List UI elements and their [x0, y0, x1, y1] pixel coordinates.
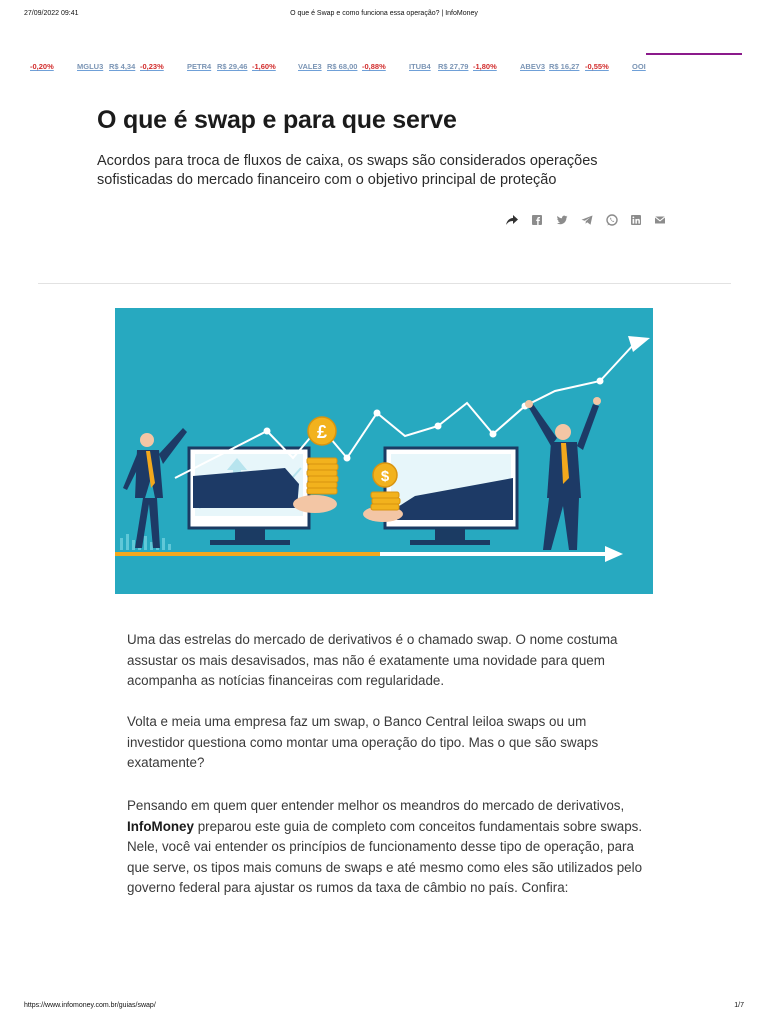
ticker-price[interactable]: R$ 29,46 [217, 62, 248, 71]
paragraph-text: Pensando em quem quer entender melhor os meandros do mercado de derivativos, [127, 798, 625, 813]
ticker-symbol[interactable]: ABEV3 [520, 62, 546, 71]
ticker-price[interactable]: R$ 68,00 [327, 62, 358, 71]
paragraph-text: preparou este guia de completo com conceitos fundamentais sobre swaps. Nele, você vai entender os princípios de funcionamento desse tipo de operação, para que serve, os tipos mais comuns de swaps e até mesmo como eles são utilizados pelo governo federal para ajustar os rumos da taxa de câmbio no país. Confira: [127, 818, 643, 895]
article-title: O que é swap e para que serve [97, 106, 457, 134]
ticker-change[interactable]: -0,55% [585, 62, 609, 71]
stock-ticker [0, 62, 768, 76]
ticker-change[interactable]: -1,60% [252, 62, 276, 71]
linkedin-icon[interactable] [629, 213, 643, 227]
print-header [0, 10, 768, 24]
article-paragraph [127, 796, 647, 899]
ticker-change[interactable]: -0,20% [30, 62, 54, 71]
ticker-accent-line [646, 53, 742, 55]
dollar-coin-symbol: $ [380, 468, 390, 485]
header-divider [38, 283, 731, 284]
telegram-icon[interactable] [580, 213, 594, 227]
print-url: https://www.infomoney.com.br/guias/swap/ [24, 1002, 156, 1009]
ticker-symbol[interactable]: PETR4 [187, 62, 212, 71]
facebook-icon[interactable] [530, 213, 544, 227]
pound-coin-symbol: £ [316, 422, 328, 442]
ticker-change[interactable]: -1,80% [473, 62, 497, 71]
ticker-price[interactable]: R$ 27,79 [438, 62, 469, 71]
ticker-symbol[interactable]: ITUB4 [409, 62, 431, 71]
print-page-number: 1/7 [734, 1002, 744, 1009]
twitter-icon[interactable] [555, 213, 569, 227]
brand-name: InfoMoney [127, 818, 194, 834]
print-page-title: O que é Swap e como funciona essa operação? | InfoMoney [290, 10, 478, 17]
ticker-change[interactable]: -0,88% [362, 62, 386, 71]
article-paragraph: Uma das estrelas do mercado de derivativos é o chamado swap. O nome costuma assustar os mais desavisados, mas não é exatamente uma novidade para quem acompanha as notícias financeiras com regularidade. [127, 632, 618, 688]
ticker-symbol[interactable]: MGLU3 [77, 62, 104, 71]
print-footer [0, 1002, 768, 1014]
ticker-symbol[interactable]: OOI [632, 62, 646, 71]
article-subtitle: Acordos para troca de fluxos de caixa, os swaps são considerados operações sofisticadas do mercado financeiro com o objetivo principal de proteção [97, 153, 598, 188]
share-arrow-icon[interactable] [505, 213, 519, 227]
ticker-price[interactable]: R$ 4,34 [109, 62, 136, 71]
ticker-symbol[interactable]: VALE3 [298, 62, 322, 71]
email-icon[interactable] [653, 213, 667, 227]
print-datetime: 27/09/2022 09:41 [24, 10, 79, 17]
whatsapp-icon[interactable] [605, 213, 619, 227]
ticker-price[interactable]: R$ 16,27 [549, 62, 580, 71]
hero-illustration [115, 308, 653, 594]
article-paragraph: Volta e meia uma empresa faz um swap, o Banco Central leiloa swaps ou um investidor questiona como montar uma operação do tipo. Mas o que são swaps exatamente? [127, 714, 599, 770]
ticker-change[interactable]: -0,23% [140, 62, 164, 71]
